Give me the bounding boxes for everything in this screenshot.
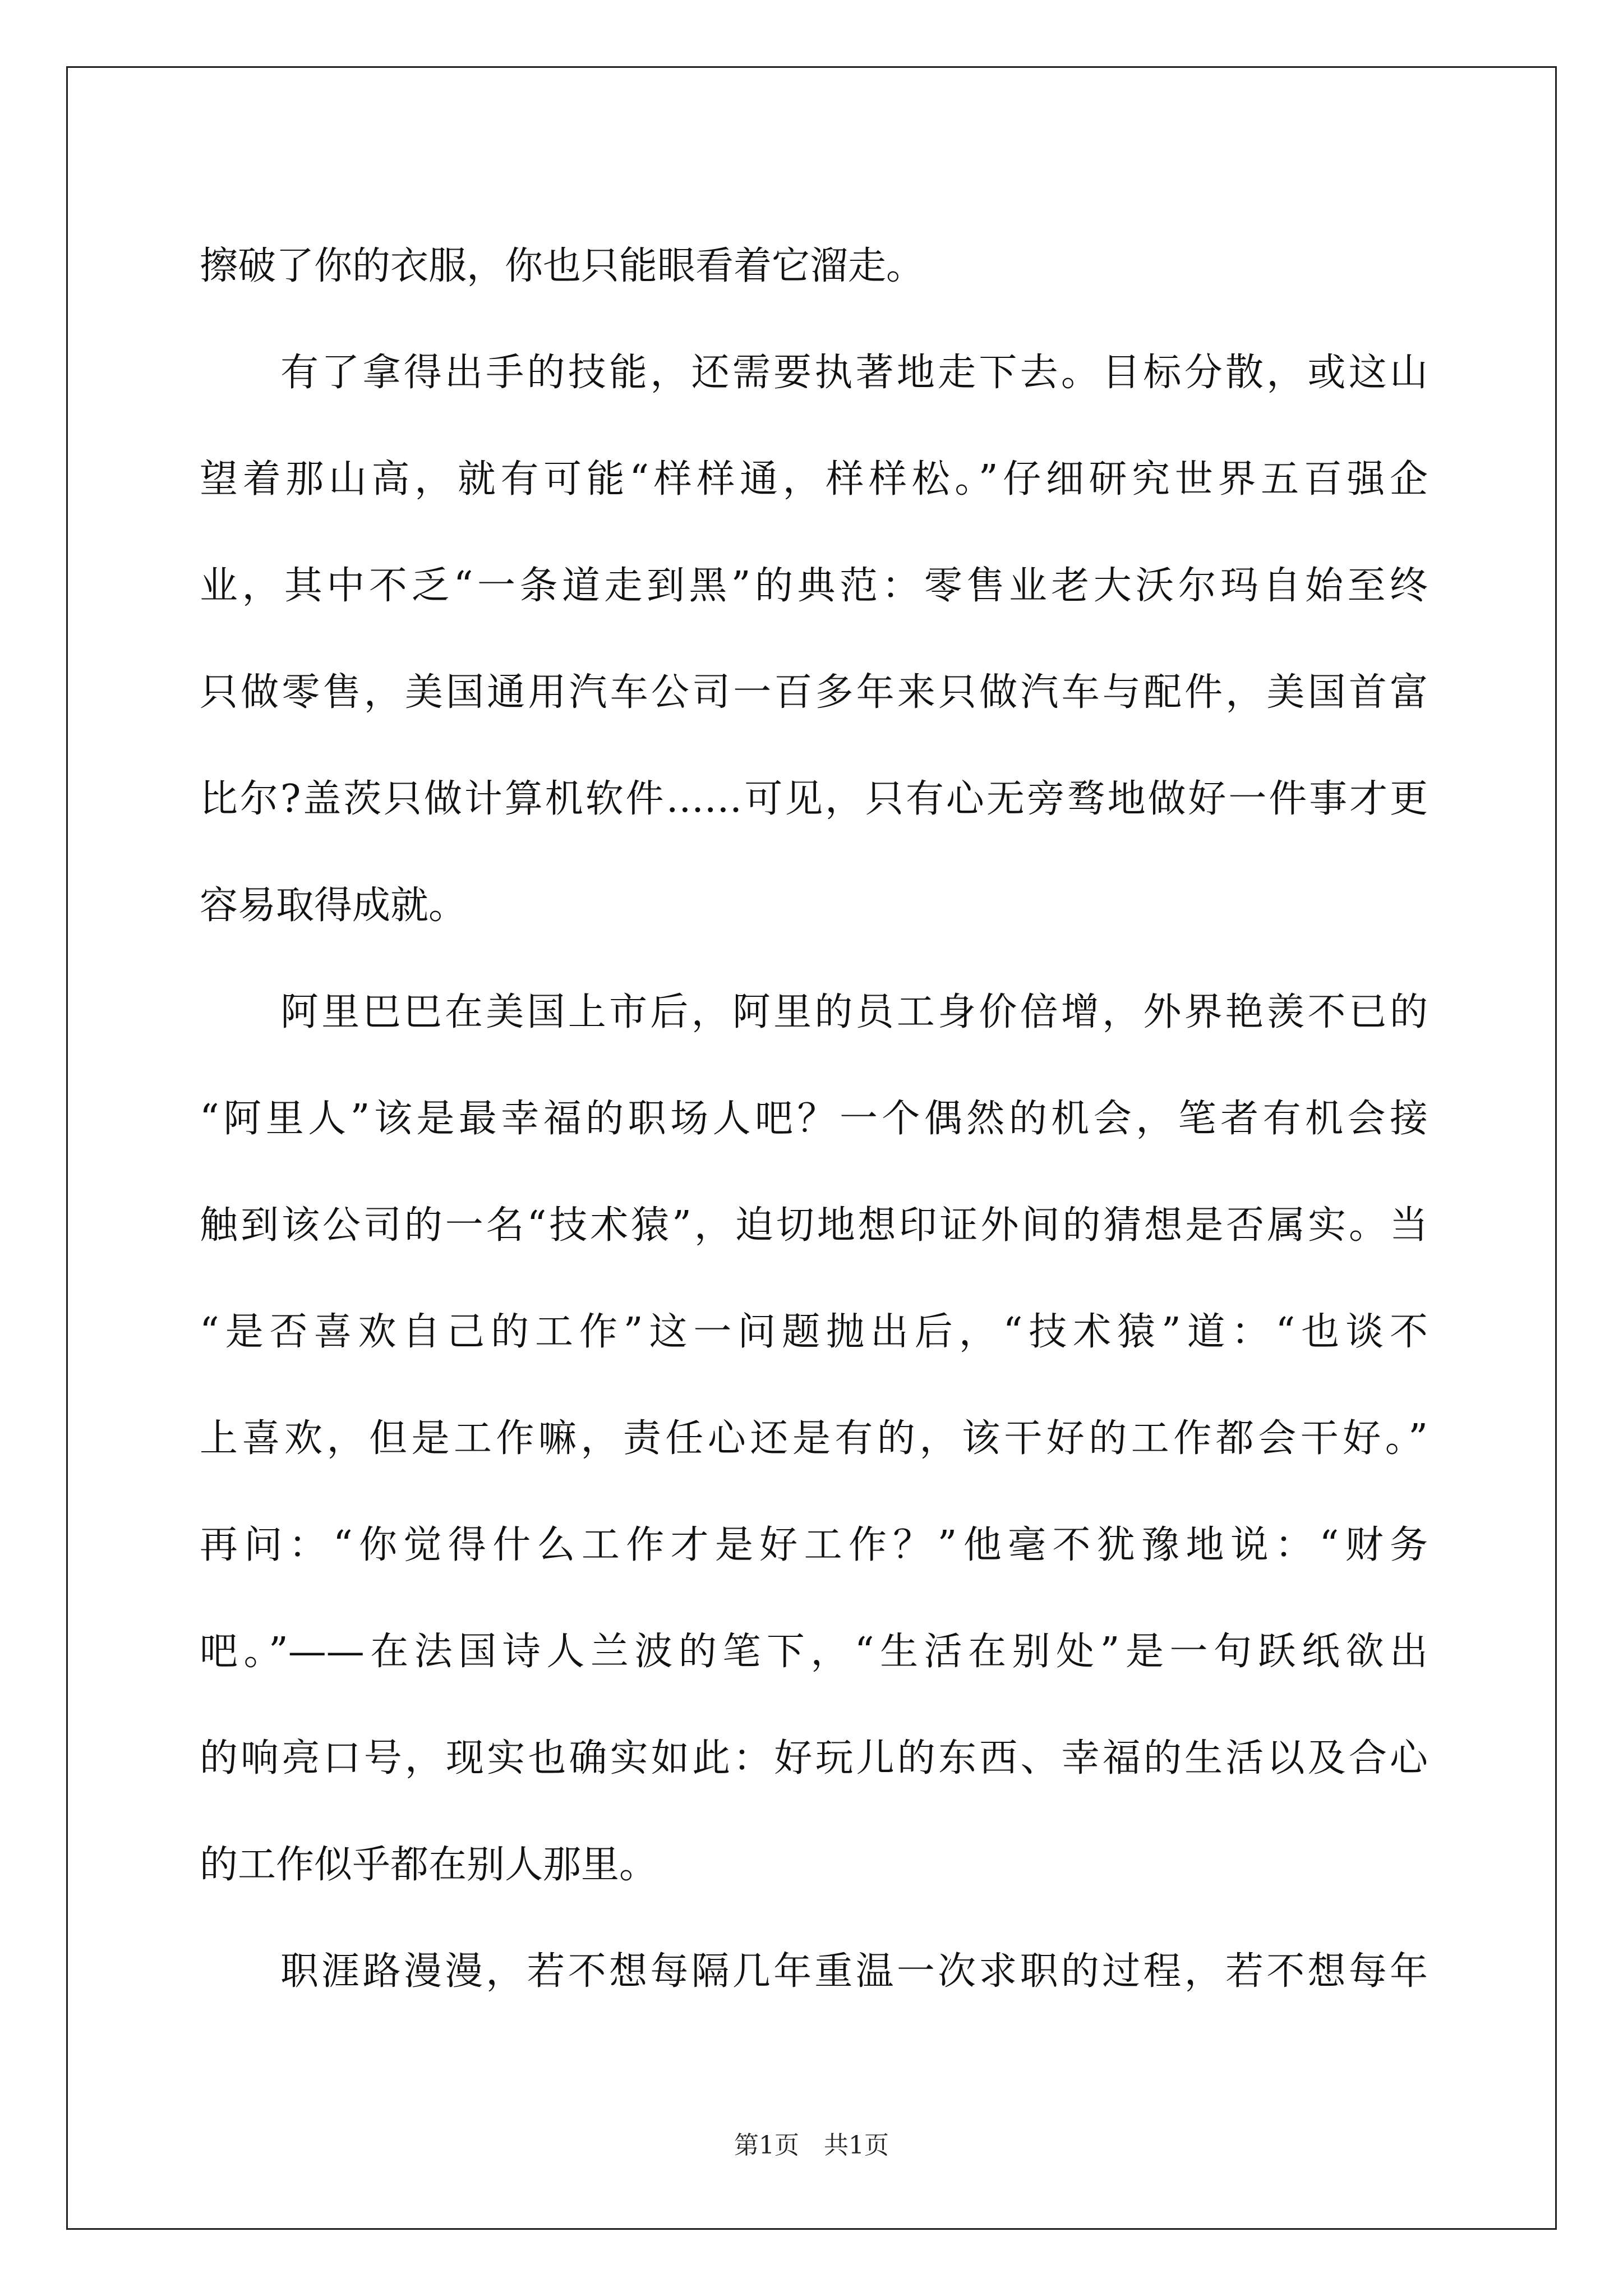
text-line: 再问：“你觉得什么工作才是好工作？”他毫不犹豫地说：“财务 xyxy=(200,1523,1428,1567)
text-line: 望着那山高，就有可能“样样通，样样松。”仔细研究世界五百强企 xyxy=(200,457,1428,501)
text-line: 有了拿得出手的技能，还需要执著地走下去。目标分散，或这山 xyxy=(280,351,1428,395)
text-line: 只做零售，美国通用汽车公司一百多年来只做汽车与配件，美国首富 xyxy=(200,670,1428,715)
text-line: 的响亮口号，现实也确实如此：好玩儿的东西、幸福的生活以及合心 xyxy=(200,1736,1428,1780)
text-line: “是否喜欢自己的工作”这一问题抛出后，“技术猿”道：“也谈不 xyxy=(200,1310,1428,1354)
text-line: 容易取得成就。 xyxy=(200,884,467,928)
text-line: “阿里人”该是最幸福的职场人吧？一个偶然的机会，笔者有机会接 xyxy=(200,1097,1428,1141)
body-text xyxy=(200,213,1428,2025)
text-line: 比尔?盖茨只做计算机软件……可见，只有心无旁骛地做好一件事才更 xyxy=(200,777,1428,821)
text-line: 触到该公司的一名“技术猿”，迫切地想印证外间的猜想是否属实。当 xyxy=(200,1203,1428,1248)
text-line: 上喜欢，但是工作嘛，责任心还是有的，该干好的工作都会干好。” xyxy=(200,1416,1428,1461)
text-line: 职涯路漫漫，若不想每隔几年重温一次求职的过程，若不想每年 xyxy=(280,1949,1428,1994)
text-line: 的工作似乎都在别人那里。 xyxy=(200,1843,658,1887)
text-line: 业，其中不乏“一条道走到黑”的典范：零售业老大沃尔玛自始至终 xyxy=(200,564,1428,608)
text-line: 擦破了你的衣服，你也只能眼看着它溜走。 xyxy=(200,244,925,288)
page-number-footer: 第1页 共1页 xyxy=(734,2131,889,2160)
text-line: 吧。”——在法国诗人兰波的笔下，“生活在别处”是一句跃纸欲出 xyxy=(200,1630,1428,1674)
text-line: 阿里巴巴在美国上市后，阿里的员工身价倍增，外界艳羡不已的 xyxy=(280,990,1428,1034)
